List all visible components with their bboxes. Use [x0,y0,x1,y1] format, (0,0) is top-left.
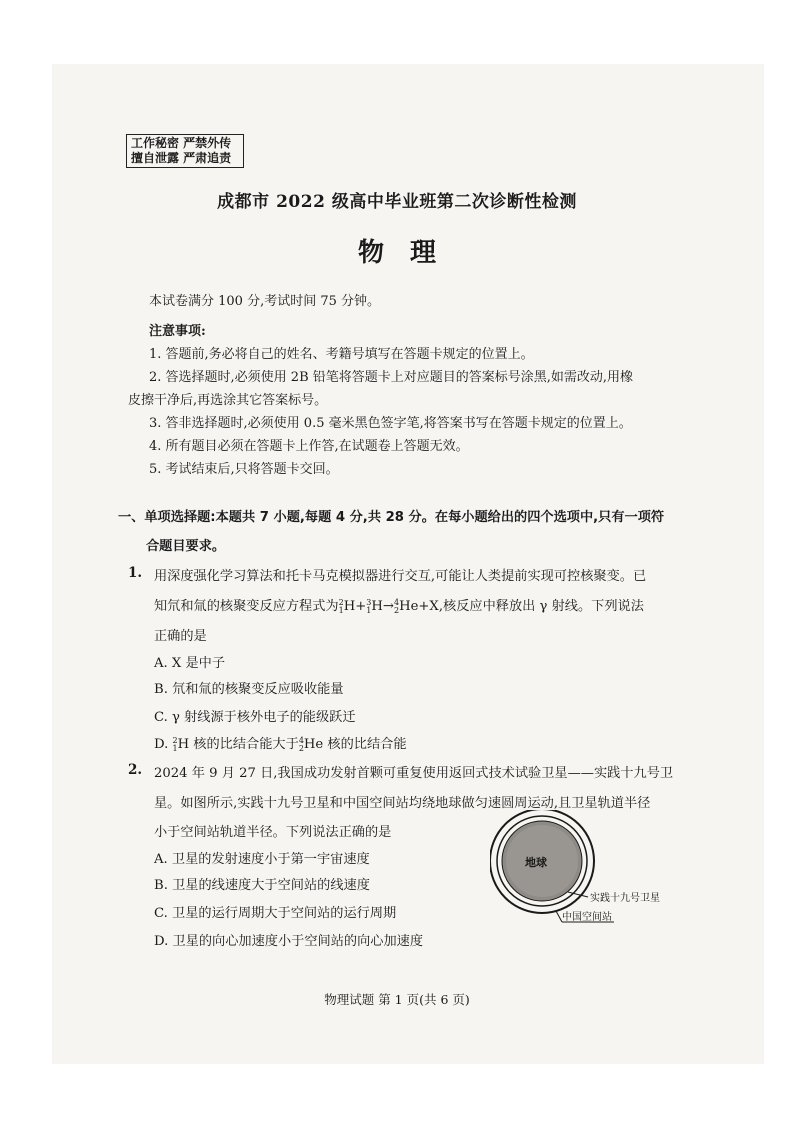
question-1-text-b: ,核反应中释放出 γ 射线。下列说法 [438,599,644,614]
question-2-option-c: C. 卫星的运行周期大于空间站的运行周期 [154,906,397,921]
stamp-line-2: 擅自泄露 严肃追责 [131,151,232,165]
notice-item-4: 4. 所有题目必须在答题卡上作答,在试题卷上答题无效。 [149,439,469,454]
question-2-line-2: 星。如图所示,实践十九号卫星和中国空间站均绕地球做匀速圆周运动,且卫星轨道半径 [154,796,651,811]
question-1-option-d: D. 2 1H 核的比结合能大于4 2He 核的比结合能 [154,735,407,753]
nuclide-tritium: 3 1H [366,597,383,615]
question-1-line-2: 知氘和氚的核聚变反应方程式为2 1H+3 1H→4 2He+X,核反应中释放出 γ 射线。下列说法 [154,597,644,615]
question-2-option-a: A. 卫星的发射速度小于第一宇宙速度 [154,852,370,867]
question-1-option-b: B. 氘和氚的核聚变反应吸收能量 [154,682,344,697]
stamp-line-1: 工作秘密 严禁外传 [131,136,232,150]
notice-item-3: 3. 答非选择题时,必须使用 0.5 毫米黑色签字笔,将答案书写在答题卡规定的位置上。 [149,416,632,431]
orbit-diagram [490,810,680,935]
notice-item-1: 1. 答题前,务必将自己的姓名、考籍号填写在答题卡规定的位置上。 [149,347,534,362]
question-1-text-a: 知氘和氚的核聚变反应方程式为 [154,599,339,614]
notice-item-2: 2. 答选择题时,必须使用 2B 铅笔将答题卡上对应题目的答案标号涂黑,如需改动,用橡 [149,370,634,385]
exam-title: 成都市 2022 级高中毕业班第二次诊断性检测 [217,192,577,212]
question-1-number: 1. [128,565,143,581]
section-heading: 一、单项选择题:本题共 7 小题,每题 4 分,共 28 分。在每小题给出的四个选项中,只有一项符 [118,510,665,525]
satellite-label: 实践十九号卫星 [590,893,660,904]
nuclide-helium: 4 2He [393,597,419,615]
question-2-line-3: 小于空间站轨道半径。下列说法正确的是 [154,825,392,840]
confidential-stamp [126,134,244,168]
nuclide-deuterium: 2 1H [338,597,356,615]
notice-item-5: 5. 考试结束后,只将答题卡交回。 [149,462,339,477]
subject-title: 物理 [357,238,462,268]
intro-text: 本试卷满分 100 分,考试时间 75 分钟。 [149,294,381,309]
section-heading-cont: 合题目要求。 [146,539,226,554]
page-footer: 物理试题 第 1 页(共 6 页) [324,992,470,1007]
question-1-option-c: C. γ 射线源于核外电子的能级跃迁 [154,710,356,725]
question-1-line-3: 正确的是 [154,629,207,644]
question-2-line-1: 2024 年 9 月 27 日,我国成功发射首颗可重复使用返回式技术试验卫星——实践十九号卫 [154,766,674,781]
earth-label: 地球 [525,856,547,869]
question-2-option-b: B. 卫星的线速度大于空间站的线速度 [154,878,370,893]
notice-heading: 注意事项: [149,324,206,339]
question-2-number: 2. [128,762,143,778]
station-label: 中国空间站 [562,912,612,923]
question-1-line-1: 用深度强化学习算法和托卡马克模拟器进行交互,可能让人类提前实现可控核聚变。已 [154,569,647,584]
notice-item-2-cont: 皮擦干净后,再选涂其它答案标号。 [128,393,328,408]
question-1-option-a: A. X 是中子 [154,656,226,671]
question-2-option-d: D. 卫星的向心加速度小于空间站的向心加速度 [154,934,424,949]
